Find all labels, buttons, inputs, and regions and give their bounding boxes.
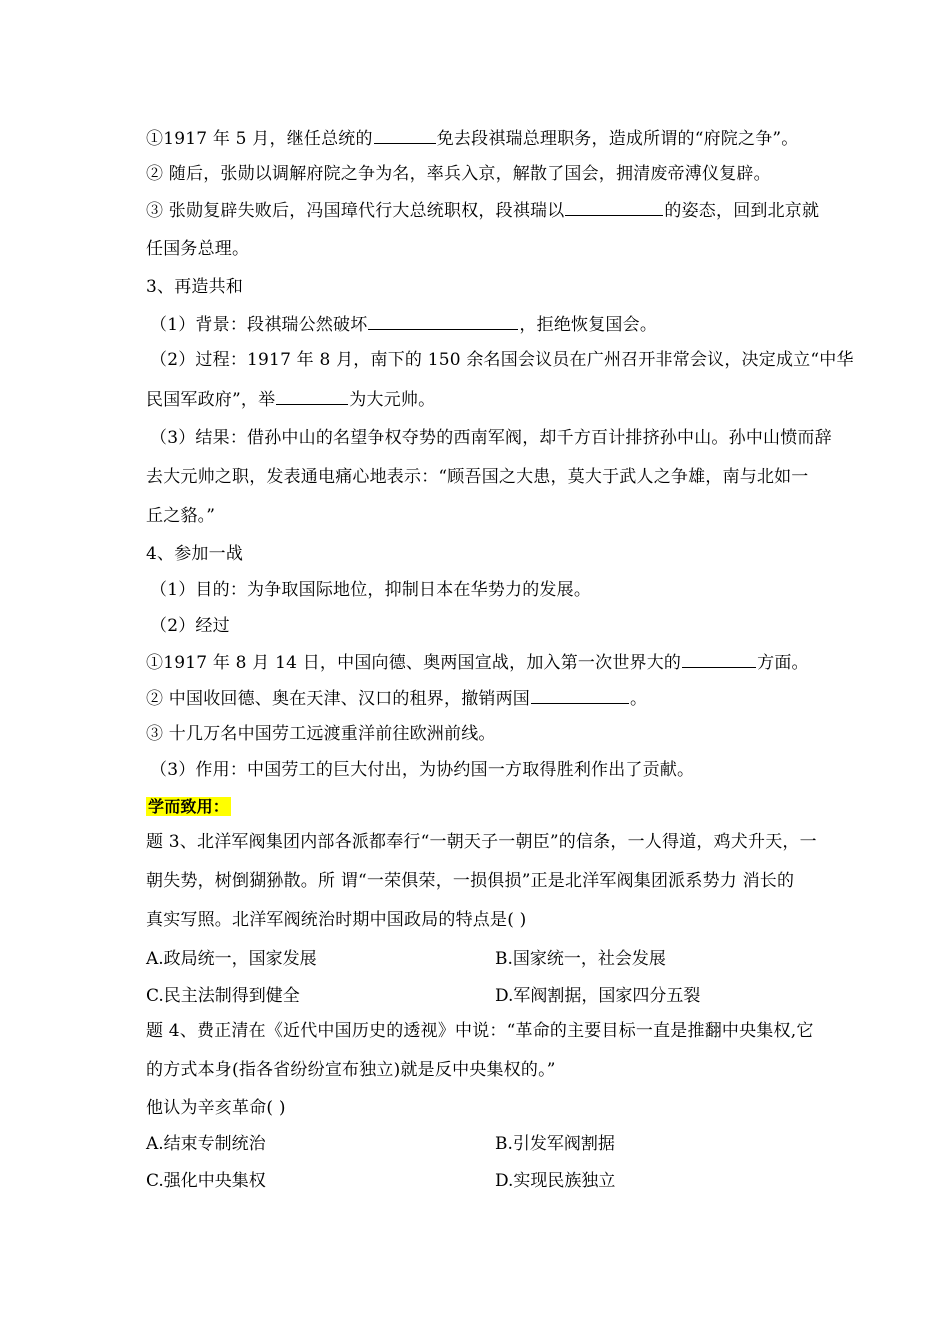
q4-option-a[interactable]: A.结束专制统治 xyxy=(146,1134,266,1154)
s4-purpose: （1）目的：为争取国际地位，抑制日本在华势力的发展。 xyxy=(150,580,592,600)
item-1-text-end: 免去段祺瑞总理职务，造成所谓的“府院之争”。 xyxy=(436,129,799,149)
s4-item-2-text-end: 。 xyxy=(630,689,648,709)
q3-option-a[interactable]: A.政局统一，国家发展 xyxy=(146,949,317,969)
section-4-title: 4、参加一战 xyxy=(146,544,244,564)
item-1-line xyxy=(146,127,798,150)
s3-result-cont2: 丘之貉。” xyxy=(146,506,216,526)
question-4-line-1: 题 4、费正清在《近代中国历史的透视》中说：“革命的主要目标一直是推翻中央集权,它 xyxy=(146,1021,814,1041)
s3-result-cont: 去大元帅之职，发表通电痛心地表示：“顾吾国之大患，莫大于武人之争雄，南与北如一 xyxy=(146,467,809,487)
q3-option-d[interactable]: D.军阀割据，国家四分五裂 xyxy=(495,986,701,1006)
apply-heading: 学而致用： xyxy=(148,797,230,816)
item-3-text: ③ 张勋复辟失败后，冯国璋代行大总统职权，段祺瑞以 xyxy=(146,201,565,221)
s3-process: （2）过程：1917 年 8 月，南下的 150 余名国会议员在广州召开非常会议，决定成立“中华 xyxy=(150,350,854,370)
item-2-line: ② 随后，张勋以调解府院之争为名，率兵入京，解散了国会，拥清废帝溥仪复辟。 xyxy=(146,164,771,184)
q4-option-b[interactable]: B.引发军阀割据 xyxy=(495,1134,615,1154)
s4-item-1-text: ①1917 年 8 月 14 日，中国向德、奥两国宣战，加入第一次世界大的 xyxy=(146,653,682,673)
s3-process-text-end: 为大元帅。 xyxy=(349,390,436,410)
q4-option-c[interactable]: C.强化中央集权 xyxy=(146,1171,266,1191)
q4-option-d[interactable]: D.实现民族独立 xyxy=(495,1171,616,1191)
s4-effect: （3）作用：中国劳工的巨大付出，为协约国一方取得胜利作出了贡献。 xyxy=(150,760,695,780)
item-3-continuation: 任国务总理。 xyxy=(146,239,250,259)
fill-blank[interactable] xyxy=(565,199,663,216)
q3-option-b[interactable]: B.国家统一，社会发展 xyxy=(495,949,666,969)
s3-process-cont xyxy=(146,388,435,411)
s3-background-text: （1）背景：段祺瑞公然破坏 xyxy=(150,315,368,335)
fill-blank[interactable] xyxy=(374,127,436,144)
apply-heading-line xyxy=(146,796,231,818)
section-3-title: 3、再造共和 xyxy=(146,277,244,297)
item-3-text-end: 的姿态，回到北京就 xyxy=(664,201,820,221)
item-1-text: ①1917 年 5 月，继任总统的 xyxy=(146,129,373,149)
fill-blank[interactable] xyxy=(368,313,518,330)
question-3-line-1: 题 3、北洋军阀集团内部各派都奉行“一朝天子一朝臣”的信条，一人得道，鸡犬升天，一 xyxy=(146,832,817,852)
s4-item-2 xyxy=(146,687,647,710)
question-3-line-3: 真实写照。北洋军阀统治时期中国政局的特点是( ) xyxy=(146,910,527,930)
item-3-line xyxy=(146,199,819,222)
question-3-line-2: 朝失势，树倒猢狲散。所 谓“一荣俱荣，一损俱损”正是北洋军阀集团派系势力 消长的 xyxy=(146,871,795,891)
fill-blank[interactable] xyxy=(531,687,629,704)
fill-blank[interactable] xyxy=(276,388,348,405)
s4-process: （2）经过 xyxy=(150,616,230,636)
q3-option-c[interactable]: C.民主法制得到健全 xyxy=(146,986,300,1006)
s4-item-2-text: ② 中国收回德、奥在天津、汉口的租界，撤销两国 xyxy=(146,689,531,709)
s3-process-text: 民国军政府”，举 xyxy=(146,390,276,410)
s4-item-1-text-end: 方面。 xyxy=(757,653,809,673)
s3-result: （3）结果：借孙中山的名望争权夺势的西南军阀，却千方百计排挤孙中山。孙中山愤而辞 xyxy=(150,428,832,448)
question-4-line-2: 的方式本身(指各省纷纷宣布独立)就是反中央集权的。” xyxy=(146,1060,556,1080)
question-4-line-3: 他认为辛亥革命( ) xyxy=(146,1098,286,1118)
s3-background xyxy=(150,313,657,336)
s4-item-1 xyxy=(146,651,809,674)
s4-item-3: ③ 十几万名中国劳工远渡重洋前往欧洲前线。 xyxy=(146,724,496,744)
fill-blank[interactable] xyxy=(682,651,756,668)
s3-background-text-end: ，拒绝恢复国会。 xyxy=(519,315,658,335)
